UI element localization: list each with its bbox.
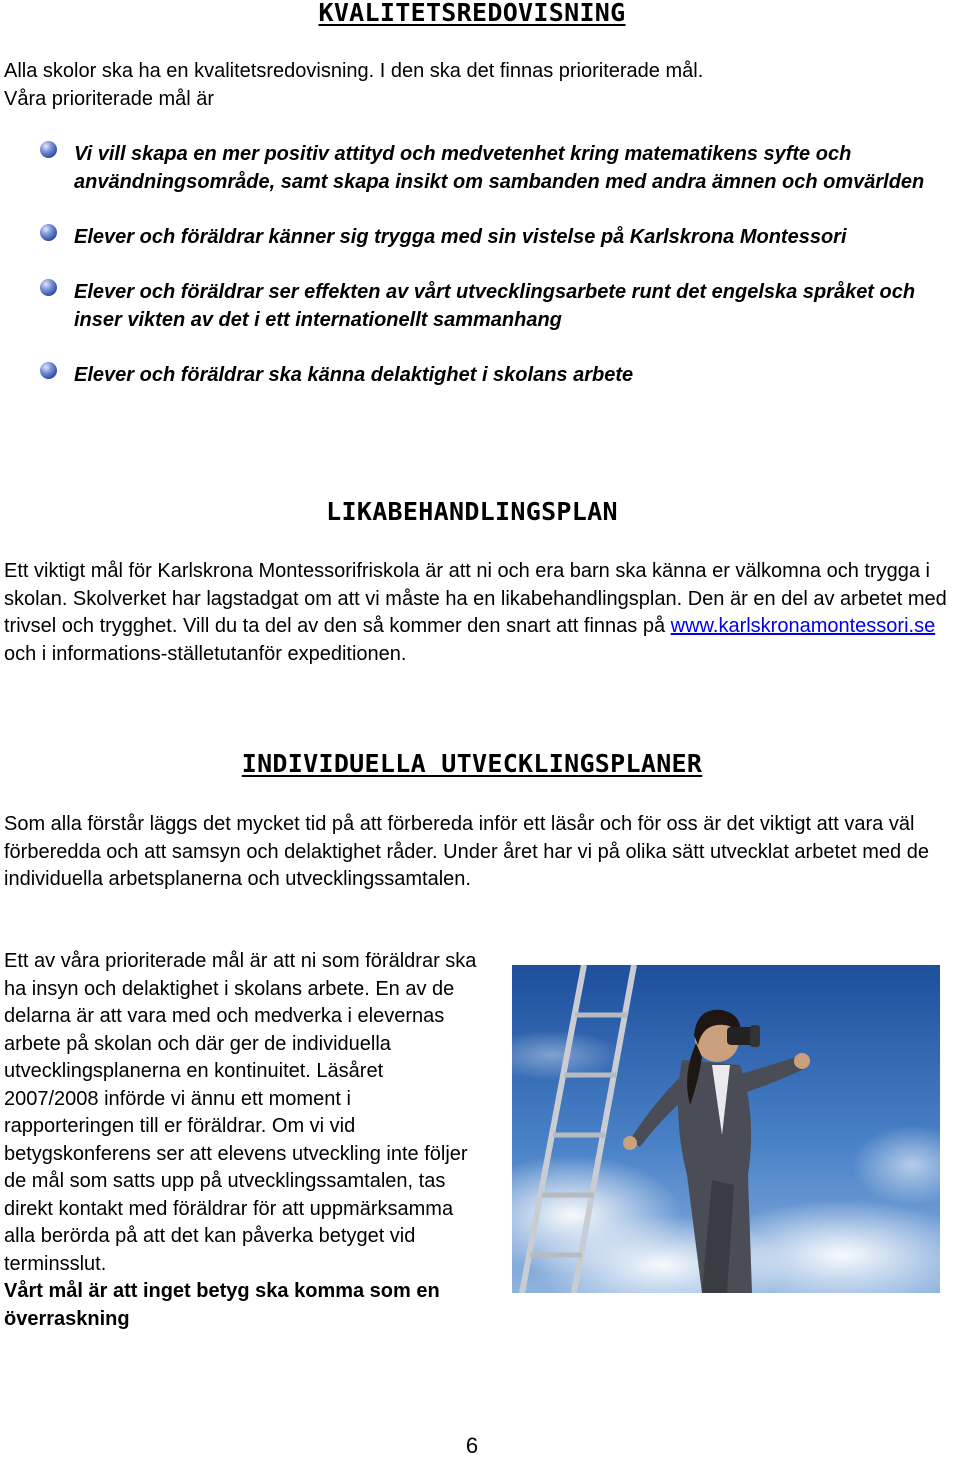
likabehandling-paragraph bbox=[4, 558, 949, 668]
photo-woman-binoculars-ladder bbox=[512, 965, 940, 1293]
bullet-ball-icon bbox=[40, 279, 57, 296]
intro-paragraph bbox=[4, 58, 944, 113]
section-heading-likabehandlingsplan: LIKABEHANDLINGSPLAN bbox=[326, 497, 618, 526]
section-heading-kvalitetsredovisning: KVALITETSREDOVISNING bbox=[318, 0, 626, 27]
likabehandling-text-end: och i informations-ställetutanför expeditionen. bbox=[4, 642, 407, 665]
iup-body-text: Ett av våra prioriterade mål är att ni som föräldrar ska ha insyn och delaktighet i skolans arbete. En av de delarna är att vara med och medverka i elevernas arbete på skolan och där ger de individuella utvecklingsplanerna en kontinuitet. Läsåret 2007/2008 införde vi ännu ett moment i rapporteringen till er föräldrar. Om vi vid betygskonferens ser att elevens utveckling inte följer de mål som satts upp på utvecklingssamtalen, tas direkt kontakt med föräldrar för att uppmärksamma alla berörda på att det kan påverka betyget vid terminsslut. bbox=[4, 950, 477, 1275]
page-number: 6 bbox=[465, 1433, 479, 1458]
goals-list bbox=[40, 140, 940, 416]
iup-intro-paragraph: Som alla förstår läggs det mycket tid på att förbereda inför ett läsår och för oss är det viktigt att vara väl förberedda och att samsyn och delaktighet råder. Under året har vi på olika sätt utvecklat arbetet med de individuella arbetsplanerna och utvecklingssamtalen. bbox=[4, 813, 929, 890]
likabehandling-text: Ett viktigt mål för Karlskrona Montessorifriskola är att ni och era barn ska känna er välkomna och trygga i skolan. Skolverket har lagstadgat om att vi måste ha en likabehandlingsplan. Den är en del av arbetet med trivsel och trygghet. Vill du ta del av den så kommer den snart att finnas på bbox=[4, 560, 947, 637]
iup-closing-text: Vårt mål är att inget betyg ska komma som en överraskning bbox=[4, 1280, 440, 1330]
goal-text: Vi vill skapa en mer positiv attityd och medvetenhet kring matematikens syfte och användningsområde, samt skapa insikt om sambanden med andra ämnen och omvärlden bbox=[74, 143, 925, 193]
goal-text: Elever och föräldrar ser effekten av vårt utvecklingsarbete runt det engelska språket och inser vikten av det i ett internationellt sammanhang bbox=[74, 281, 916, 331]
bullet-ball-icon bbox=[40, 362, 57, 379]
goal-item bbox=[40, 278, 940, 334]
bullet-ball-icon bbox=[40, 224, 57, 241]
intro-line-1: Alla skolor ska ha en kvalitetsredovisning. I den ska det finnas prioriterade mål. bbox=[4, 60, 704, 82]
iup-body-paragraph bbox=[4, 948, 482, 1333]
goal-text: Elever och föräldrar ska känna delaktighet i skolans arbete bbox=[74, 364, 634, 386]
goal-item bbox=[40, 361, 940, 389]
goal-item bbox=[40, 140, 940, 196]
photo-illustration bbox=[512, 965, 940, 1293]
website-link[interactable]: www.karlskronamontessori.se bbox=[670, 615, 936, 637]
section-heading-utvecklingsplaner: INDIVIDUELLA UTVECKLINGSPLANER bbox=[241, 749, 703, 778]
intro-line-2: Våra prioriterade mål är bbox=[4, 87, 215, 110]
goal-text: Elever och föräldrar känner sig trygga med sin vistelse på Karlskrona Montessori bbox=[74, 226, 847, 248]
goal-item bbox=[40, 223, 940, 251]
bullet-ball-icon bbox=[40, 141, 57, 158]
